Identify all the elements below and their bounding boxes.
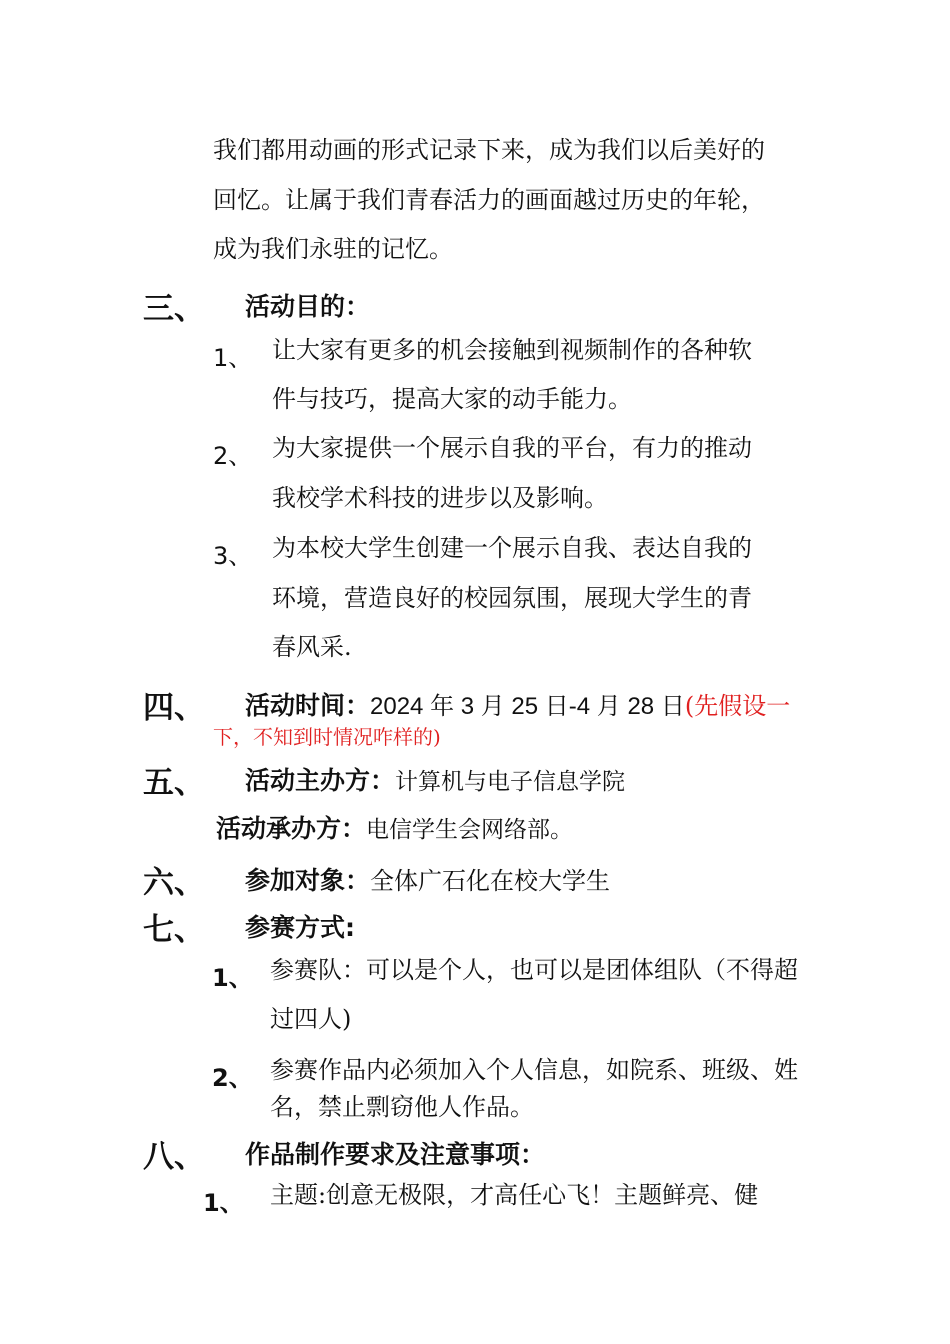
s8-item-1-number: 1、 [203, 1189, 244, 1217]
section-5-line [245, 761, 625, 797]
section-5-value-2: 电信学生会网络部。 [366, 817, 574, 843]
section-4-label: 活动时间： [245, 691, 371, 720]
intro-line-3: 成为我们永驻的记忆。 [213, 235, 453, 263]
section-6-value: 全体广石化在校大学生 [370, 867, 611, 895]
section-4-line [245, 686, 790, 722]
s7-item-2-line-1: 参赛作品内必须加入个人信息，如院系、班级、姓 [270, 1056, 798, 1084]
section-5-number: 五、 [143, 765, 205, 801]
section-4-date: 2024 年 3 月 25 日-4 月 28 日 [370, 693, 685, 720]
intro-line-2: 回忆。让属于我们青春活力的画面越过历史的年轮， [213, 186, 765, 214]
section-4-note-1: (先假设一 [684, 692, 791, 720]
s3-item-1-line-1: 让大家有更多的机会接触到视频制作的各种软 [272, 336, 752, 364]
s3-item-3-number: 3、 [213, 542, 253, 570]
s7-item-1-line-1: 参赛队：可以是个人，也可以是团体组队（不得超 [270, 956, 798, 984]
section-5-label: 活动主办方： [245, 766, 396, 795]
s3-item-1-line-2: 件与技巧，提高大家的动手能力。 [272, 385, 632, 413]
s3-item-3-line-2: 环境，营造良好的校园氛围，展现大学生的青 [272, 584, 752, 612]
section-5-line-2 [216, 809, 573, 845]
s3-item-3-line-3: 春风采. [272, 633, 352, 661]
section-6-line [245, 861, 610, 897]
section-7-number: 七、 [143, 912, 205, 948]
section-5-value: 计算机与电子信息学院 [395, 769, 626, 795]
section-8-title: 作品制作要求及注意事项： [245, 1140, 546, 1169]
section-8-number: 八、 [143, 1139, 205, 1175]
s7-item-1-line-2: 过四人) [270, 1005, 352, 1033]
intro-line-1: 我们都用动画的形式记录下来，成为我们以后美好的 [213, 136, 765, 164]
s3-item-3-line-1: 为本校大学生创建一个展示自我、表达自我的 [272, 534, 752, 562]
section-4-number: 四、 [143, 690, 205, 726]
s7-item-2-line-2: 名，禁止剽窃他人作品。 [270, 1093, 534, 1121]
section-5-label-2: 活动承办方： [216, 814, 367, 843]
section-6-number: 六、 [143, 865, 205, 901]
section-3-number: 三、 [143, 291, 205, 327]
s3-item-2-line-2: 我校学术科技的进步以及影响。 [272, 484, 608, 512]
s3-item-1-number: 1、 [213, 344, 253, 372]
s8-item-1-line-1: 主题:创意无极限，才高任心飞！主题鲜亮、健 [270, 1181, 759, 1209]
s7-item-2-number: 2、 [212, 1064, 253, 1092]
s7-item-1-number: 1、 [212, 964, 253, 992]
s3-item-2-line-1: 为大家提供一个展示自我的平台，有力的推动 [272, 434, 752, 462]
s3-item-2-number: 2、 [213, 442, 253, 470]
section-3-title: 活动目的： [245, 292, 371, 321]
section-4-note-2: 下，不知到时情况咋样的) [213, 725, 441, 749]
section-6-label: 参加对象： [245, 866, 371, 895]
section-7-title: 参赛方式: [245, 913, 355, 942]
